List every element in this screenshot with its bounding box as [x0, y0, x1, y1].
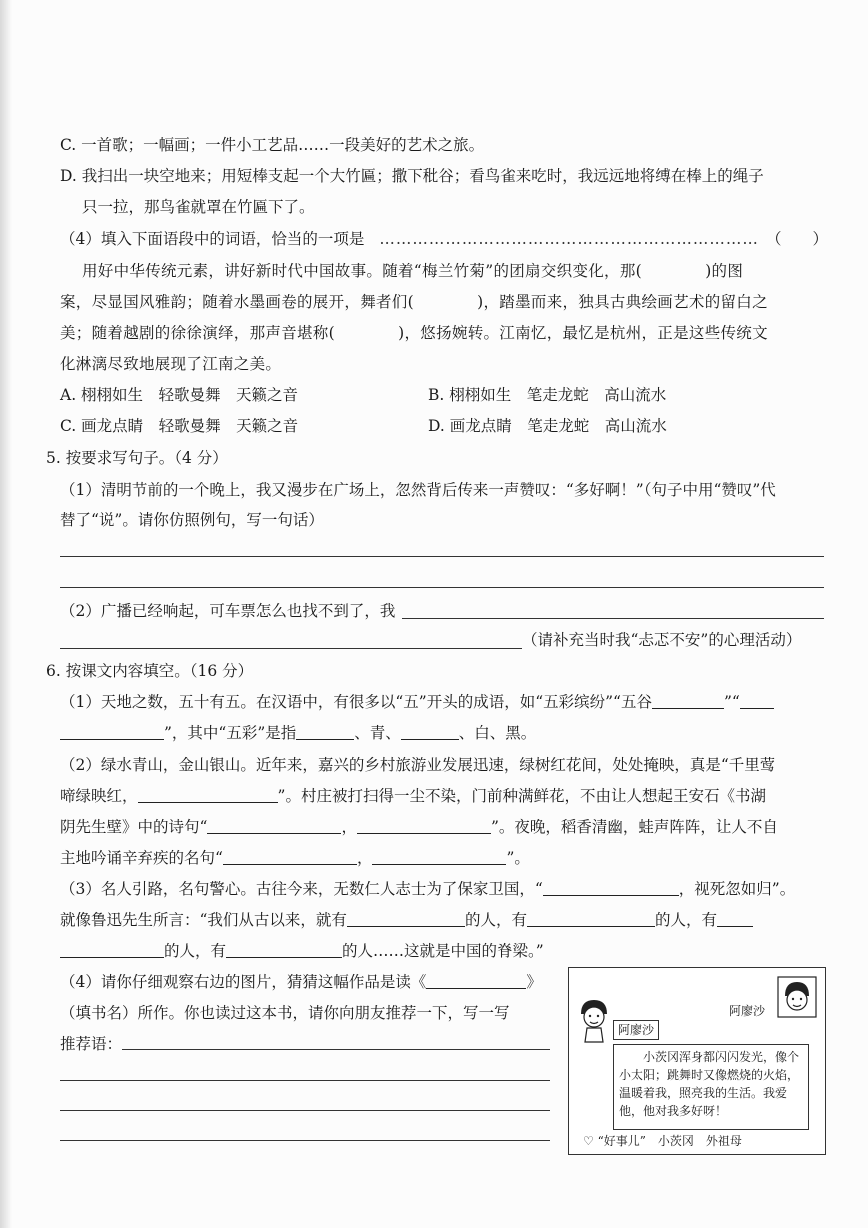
blank-field[interactable] [296, 723, 354, 740]
quote-box [613, 1044, 809, 1130]
q6-1-line-1 [60, 691, 774, 713]
q6-2-text-g: 主地吟诵辛弃疾的名句“ [60, 849, 223, 867]
q6-4-line-1 [60, 971, 542, 993]
scan-shadow [0, 0, 12, 1228]
blank-field[interactable] [207, 817, 341, 834]
q5-1-line-2: 替了“说”。请你仿照例句，写一句话） [60, 511, 324, 529]
passage-line-3: 美；随着越剧的徐徐演绎，那声音堪称( )，悠扬婉转。江南忆，最忆是杭州，正是这些传统文 [60, 324, 768, 342]
blank-field[interactable] [357, 817, 491, 834]
boy-face-icon [777, 976, 817, 1018]
blank-field[interactable] [223, 848, 357, 865]
picture-footer: ♡ “好事儿” 小茨冈 外祖母 [583, 1134, 742, 1148]
q6-4-line-3: 推荐语： [60, 1035, 123, 1053]
blank-field[interactable] [60, 723, 164, 740]
q6-2-line-3 [60, 816, 778, 838]
answer-paren[interactable]: （ ） [766, 230, 829, 248]
q6-1-text-a: （1）天地之数，五十有五。在汉语中，有很多以“五”开头的成语，如“五彩缤纷”“五谷 [60, 693, 652, 711]
q6-2-text-f: ”。夜晚，稻香清幽，蛙声阵阵，让人不自 [490, 818, 778, 836]
q6-3-text-d: 的人，有 [464, 911, 527, 929]
q6-2-text-d: 阴先生壁》中的诗句“ [60, 818, 208, 836]
q6-3-line-2 [60, 909, 753, 931]
q6-2-text-c: ”。村庄被打扫得一尘不染，门前种满鲜花，不由让人想起王安石《书湖 [277, 787, 766, 805]
q6-3-text-g: 的人……这就是中国的脊梁。” [342, 942, 544, 960]
q6-1-text-d: 、青、 [354, 724, 401, 742]
blank-field[interactable] [226, 941, 342, 958]
q6-2-text-h: ， [356, 849, 373, 867]
q6-3-text-f: 的人，有 [164, 942, 227, 960]
q6-2-text-i: ”。 [506, 849, 530, 867]
q6-title: 6. 按课文内容填空。（16 分） [46, 662, 254, 680]
character-name-tag: 阿廖沙 [613, 1020, 659, 1040]
q6-3-text-e: 的人，有 [654, 911, 717, 929]
answer-line[interactable] [60, 587, 824, 588]
q6-2-text-e: ， [341, 818, 357, 836]
choice-a[interactable]: A. 栩栩如生 轻歌曼舞 天籁之音 [60, 386, 299, 404]
blank-field[interactable] [652, 692, 724, 709]
q6-3-text-a: （3）名人引路，名句警心。古往今来，无数仁人志士为了保家卫国，“ [60, 880, 543, 898]
q6-4-line-2: （填书名）所作。你也读过这本书，请你向朋友推荐一下，写一写 [60, 1004, 510, 1022]
blank-field[interactable] [527, 910, 655, 927]
q6-3-text-b: ，视死忽如归”。 [678, 880, 796, 898]
passage-line-4: 化淋漓尽致地展现了江南之美。 [60, 355, 282, 373]
child-figure-icon [577, 996, 611, 1044]
answer-line[interactable] [60, 1110, 550, 1111]
q6-2-text-b: 啼绿映红， [60, 787, 138, 805]
q4-4-stem-text: （4）填入下面语段中的词语，恰当的一项是 [60, 230, 365, 248]
q6-2-line-2 [60, 785, 766, 807]
choice-b[interactable]: B. 栩栩如生 笔走龙蛇 高山流水 [428, 386, 667, 404]
q6-1-text-e: 、白、黑。 [458, 724, 537, 742]
q6-3-text-c: 就像鲁迅先生所言：“我们从古以来，就有 [60, 911, 347, 929]
blank-field[interactable] [717, 910, 753, 927]
q4-4-stem [60, 228, 759, 250]
choice-c[interactable]: C. 画龙点睛 轻歌曼舞 天籁之音 [60, 417, 299, 435]
answer-line[interactable] [60, 648, 522, 649]
passage-line-2: 案，尽显国风雅韵；随着水墨画卷的展开，舞者们( )，踏墨而来，独具古典绘画艺术的留白之 [60, 293, 768, 311]
q6-2-line-1: （2）绿水青山，金山银山。近年来，嘉兴的乡村旅游业发展迅速，绿树红花间，处处掩映，真是“千里莺 [60, 756, 776, 774]
choice-d[interactable]: D. 画龙点睛 笔走龙蛇 高山流水 [428, 417, 667, 435]
option-c-line: C. 一首歌；一幅画；一件小工艺品……一段美好的艺术之旅。 [60, 136, 485, 154]
option-d-line-2: 只一拉，那鸟雀就罩在竹匾下了。 [82, 198, 315, 216]
character-name-top: 阿廖沙 [729, 1004, 766, 1018]
blank-field[interactable] [740, 692, 774, 709]
blank-field[interactable] [401, 723, 459, 740]
q6-4-text-b: 》 [526, 973, 542, 991]
leader-dots: …………………………………………………………… [379, 230, 759, 248]
answer-line[interactable] [122, 1049, 550, 1050]
illustration-box [568, 967, 826, 1155]
q5-1-line-1: （1）清明节前的一个晚上，我又漫步在广场上，忽然背后传来一声赞叹：“多好啊！”（句子中用“赞叹”代 [60, 481, 776, 499]
blank-field[interactable] [60, 941, 164, 958]
q5-title: 5. 按要求写句子。（4 分） [46, 449, 228, 467]
quote-text: 小茨冈浑身都闪闪发光，像个小太阳；跳舞时又像燃烧的火焰，温暖着我，照亮我的生活。我爱他，他对我多好呀！ [619, 1050, 800, 1118]
blank-field[interactable] [543, 879, 679, 896]
q5-2-note: （请补充当时我“忐忑不安”的心理活动） [522, 631, 802, 649]
book-title-blank[interactable] [426, 972, 526, 989]
q6-4-text-a: （4）请你仔细观察右边的图片，猜猜这幅作品是读《 [60, 973, 427, 991]
q6-3-line-3 [60, 940, 544, 962]
answer-line[interactable] [402, 618, 824, 619]
answer-line[interactable] [60, 1080, 550, 1081]
q6-3-line-1 [60, 878, 795, 900]
option-d-line-1: D. 我扫出一块空地来；用短棒支起一个大竹匾；撒下秕谷；看鸟雀来吃时，我远远地将缚在棒上的绳子 [60, 167, 764, 185]
q6-1-line-2 [60, 722, 536, 744]
answer-line[interactable] [60, 1140, 550, 1141]
answer-line[interactable] [60, 556, 824, 557]
q6-1-text-b: ”“ [724, 693, 740, 711]
q5-2-line-1: （2）广播已经响起，可车票怎么也找不到了，我 [60, 602, 396, 620]
blank-field[interactable] [347, 910, 465, 927]
passage-line-1: 用好中华传统元素，讲好新时代中国故事。随着“梅兰竹菊”的团扇交织变化，那( )的图 [82, 262, 744, 280]
blank-field[interactable] [138, 786, 278, 803]
q6-2-line-4 [60, 847, 530, 869]
q6-1-text-c: ”，其中“五彩”是指 [164, 724, 297, 742]
blank-field[interactable] [372, 848, 506, 865]
